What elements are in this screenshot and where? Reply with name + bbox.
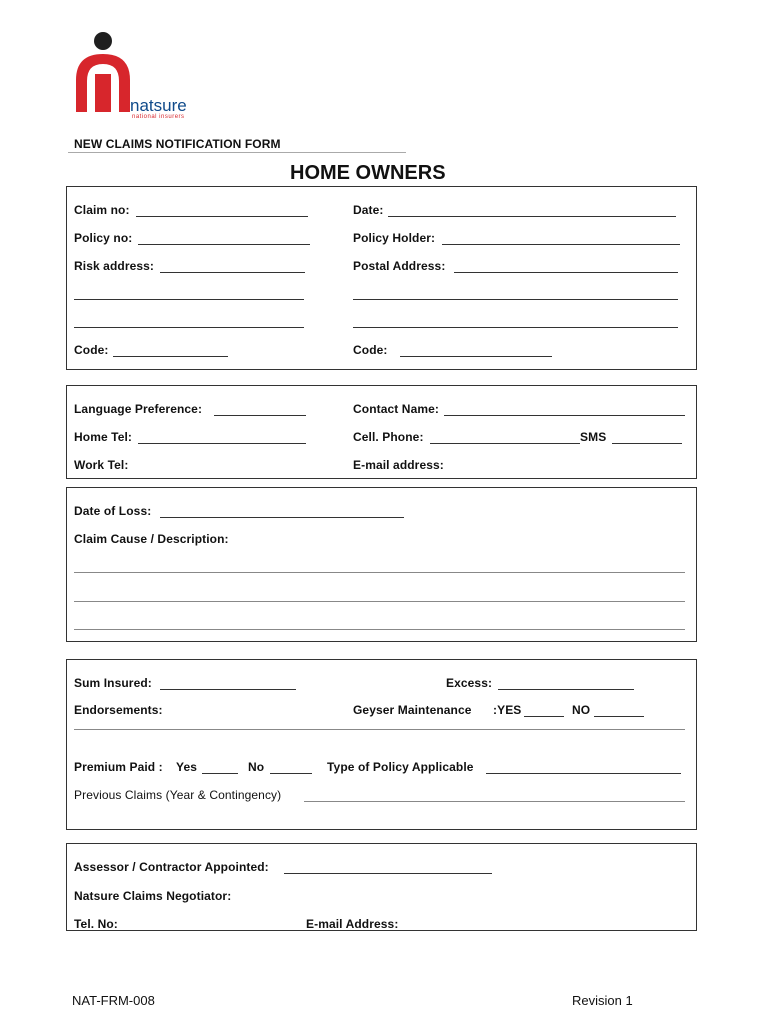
geyser-no-label: NO	[572, 703, 591, 717]
risk-address-label: Risk address:	[74, 259, 155, 273]
endorsements-field[interactable]	[74, 729, 685, 730]
date-label: Date:	[353, 203, 384, 217]
excess-field[interactable]	[498, 689, 634, 690]
policy-no-field[interactable]	[138, 244, 310, 245]
language-preference-label: Language Preference:	[74, 402, 203, 416]
section-policy-info	[66, 659, 697, 830]
date-of-loss-label: Date of Loss:	[74, 504, 152, 518]
geyser-no-field[interactable]	[594, 716, 644, 717]
date-field[interactable]	[388, 216, 676, 217]
excess-label: Excess:	[446, 676, 493, 690]
header-rule	[68, 152, 406, 153]
form-code: NAT-FRM-008	[72, 993, 155, 1008]
claim-no-field[interactable]	[136, 216, 308, 217]
geyser-yes-label: :YES	[493, 703, 522, 717]
assessor-email-label: E-mail Address:	[306, 917, 399, 931]
risk-address-field-1[interactable]	[160, 272, 305, 273]
sum-insured-label: Sum Insured:	[74, 676, 152, 690]
type-of-policy-field[interactable]	[486, 773, 681, 774]
premium-yes-field[interactable]	[202, 773, 238, 774]
claim-cause-field-1[interactable]	[74, 572, 685, 573]
risk-address-field-2[interactable]	[74, 299, 304, 300]
page-title: HOME OWNERS	[290, 162, 446, 184]
brand-tagline: national insurers	[132, 114, 185, 120]
contact-name-label: Contact Name:	[353, 402, 439, 416]
type-of-policy-label: Type of Policy Applicable	[327, 760, 474, 774]
sms-label: SMS	[580, 430, 607, 444]
assessor-field[interactable]	[284, 873, 492, 874]
premium-no-label: No	[248, 760, 265, 774]
sms-field[interactable]	[612, 443, 682, 444]
claim-cause-label: Claim Cause / Description:	[74, 532, 229, 546]
risk-address-field-3[interactable]	[74, 327, 304, 328]
claim-no-label: Claim no:	[74, 203, 130, 217]
endorsements-label: Endorsements:	[74, 703, 163, 717]
negotiator-label: Natsure Claims Negotiator:	[74, 889, 232, 903]
cell-phone-label: Cell. Phone:	[353, 430, 424, 444]
code-right-label: Code:	[353, 343, 388, 357]
work-tel-label: Work Tel:	[74, 458, 129, 472]
claim-cause-field-2[interactable]	[74, 601, 685, 602]
email-address-label: E-mail address:	[353, 458, 444, 472]
tel-no-label: Tel. No:	[74, 917, 118, 931]
cell-phone-field[interactable]	[430, 443, 580, 444]
geyser-yes-field[interactable]	[524, 716, 564, 717]
previous-claims-label: Previous Claims (Year & Contingency)	[74, 788, 282, 802]
postal-address-field-1[interactable]	[454, 272, 678, 273]
revision-label: Revision 1	[572, 993, 633, 1008]
geyser-maintenance-label: Geyser Maintenance	[353, 703, 472, 717]
language-preference-field[interactable]	[214, 415, 306, 416]
policy-no-label: Policy no:	[74, 231, 133, 245]
premium-yes-label: Yes	[176, 760, 197, 774]
code-left-label: Code:	[74, 343, 109, 357]
policy-holder-field[interactable]	[442, 244, 680, 245]
postal-address-field-3[interactable]	[353, 327, 678, 328]
claim-cause-field-3[interactable]	[74, 629, 685, 630]
home-tel-field[interactable]	[138, 443, 306, 444]
date-of-loss-field[interactable]	[160, 517, 404, 518]
code-left-field[interactable]	[113, 356, 228, 357]
home-tel-label: Home Tel:	[74, 430, 133, 444]
premium-paid-label: Premium Paid :	[74, 760, 163, 774]
postal-address-field-2[interactable]	[353, 299, 678, 300]
postal-address-label: Postal Address:	[353, 259, 446, 273]
assessor-label: Assessor / Contractor Appointed:	[74, 860, 269, 874]
sum-insured-field[interactable]	[160, 689, 296, 690]
section-loss-details	[66, 487, 697, 642]
brand-name: natsure	[130, 96, 187, 115]
form-label: NEW CLAIMS NOTIFICATION FORM	[74, 137, 281, 151]
code-right-field[interactable]	[400, 356, 552, 357]
premium-no-field[interactable]	[270, 773, 312, 774]
policy-holder-label: Policy Holder:	[353, 231, 436, 245]
contact-name-field[interactable]	[444, 415, 685, 416]
previous-claims-field[interactable]	[304, 801, 685, 802]
